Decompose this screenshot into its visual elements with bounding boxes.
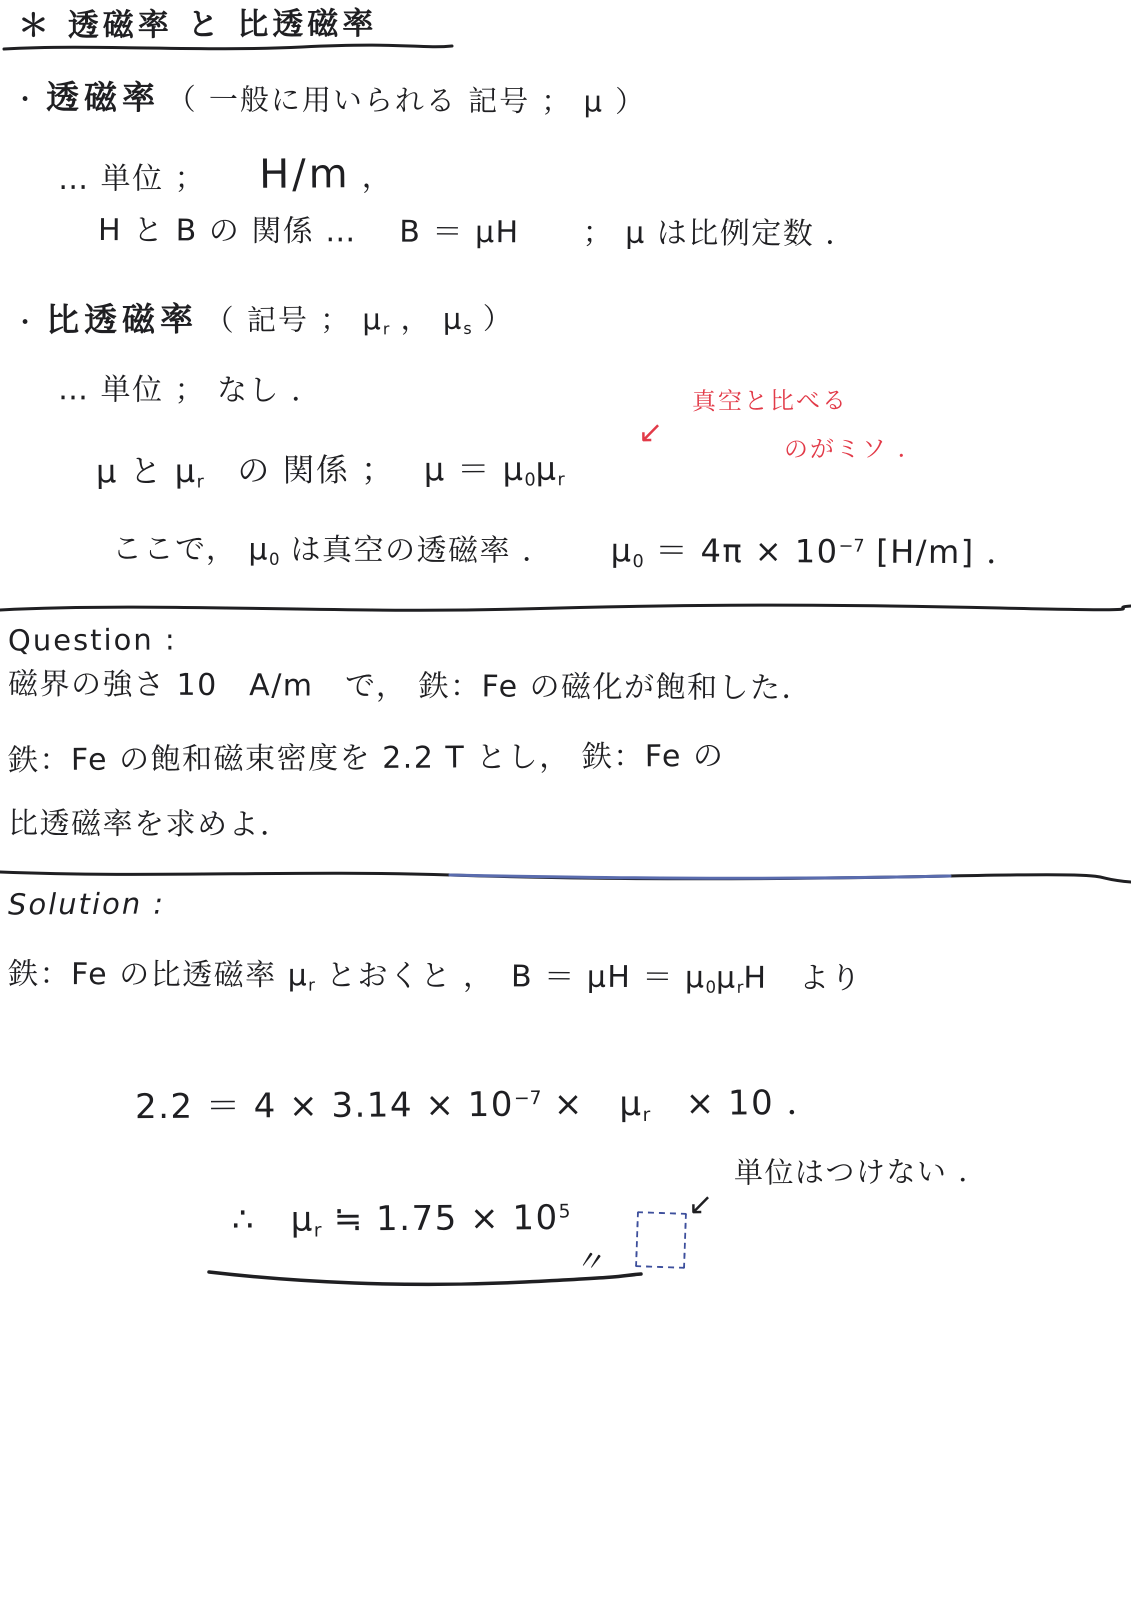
permeability-heading: 透磁率 — [46, 77, 161, 118]
solution-label: Solution : — [7, 886, 166, 922]
relative-heading: 比透磁率 — [45, 299, 199, 340]
answer-end-mark: 〃 — [572, 1241, 612, 1284]
section-divider-2 — [0, 862, 1131, 888]
vacuum-text: ここで， $\mu_0$ は真空の透磁率 ． — [111, 531, 554, 569]
section-divider-1 — [0, 598, 1131, 624]
question-line-2: 鉄：Fe の飽和磁束密度を 2.2 T とし， 鉄：Fe の — [7, 738, 725, 779]
permeability-heading-line — [12, 78, 646, 119]
question-line-1: 磁界の強さ 10 A/m で， 鉄：Fe の磁化が飽和した． — [7, 666, 814, 707]
red-note-line2: のがミソ ． — [783, 434, 924, 464]
permeability-relation-line: H と B の 関係 … B ＝ μH ； μ は比例定数 ． — [97, 213, 857, 252]
question-label: Question : — [7, 622, 177, 658]
vacuum-line — [112, 530, 1020, 575]
solution-answer: ∴ $\mu_r$ ≒ $1.75 \times 10^5$ — [231, 1198, 571, 1242]
answer-box — [635, 1211, 687, 1269]
bullet-dot: ・ — [11, 308, 40, 339]
unit-value: H/m — [258, 151, 351, 198]
relative-symbol-paren: （ 記号 ； $\mu_r$ ， $\mu_s$ ） — [204, 301, 514, 339]
red-arrow-icon: ↙ — [637, 414, 665, 451]
permeability-unit-line — [58, 151, 393, 199]
title-underline — [2, 40, 454, 56]
solution-equation: $2.2 = 4 \times 3.14 \times 10^{-7}$ × $\mu_r$ × 10 ． — [134, 1082, 823, 1128]
unit-note-arrow-icon: ↙ — [687, 1186, 715, 1223]
unit-note-text: 単位はつけない ． — [733, 1154, 989, 1190]
red-note-line1: 真空と比べる — [691, 386, 849, 416]
page-title: ＊ 透磁率 と 比透磁率 — [17, 5, 378, 45]
question-line-3: 比透磁率を求めよ． — [7, 806, 292, 843]
bullet-dot: ・ — [11, 85, 40, 116]
relative-unit-line: … 単位 ； なし ． — [57, 372, 323, 409]
permeability-symbol-paren: （ 一般に用いられる 記号 ； μ ） — [166, 82, 647, 119]
solution-setup-line: 鉄：Fe の比透磁率 $\mu_r$ とおくと ， $B = \mu H = \mu_0\mu_rH$ より — [7, 956, 863, 997]
relative-heading-line — [12, 298, 514, 341]
mu0-value: $\mu_0 = 4\pi \times 10^{-7}$ [H/m] ． — [610, 531, 1020, 573]
unit-label: … 単位 ； — [57, 161, 207, 198]
unit-comma: ， — [361, 159, 394, 196]
mu-relation-line: μ と $\mu_r$ の 関係 ； $\mu = \mu_0\mu_r$ — [95, 449, 565, 493]
